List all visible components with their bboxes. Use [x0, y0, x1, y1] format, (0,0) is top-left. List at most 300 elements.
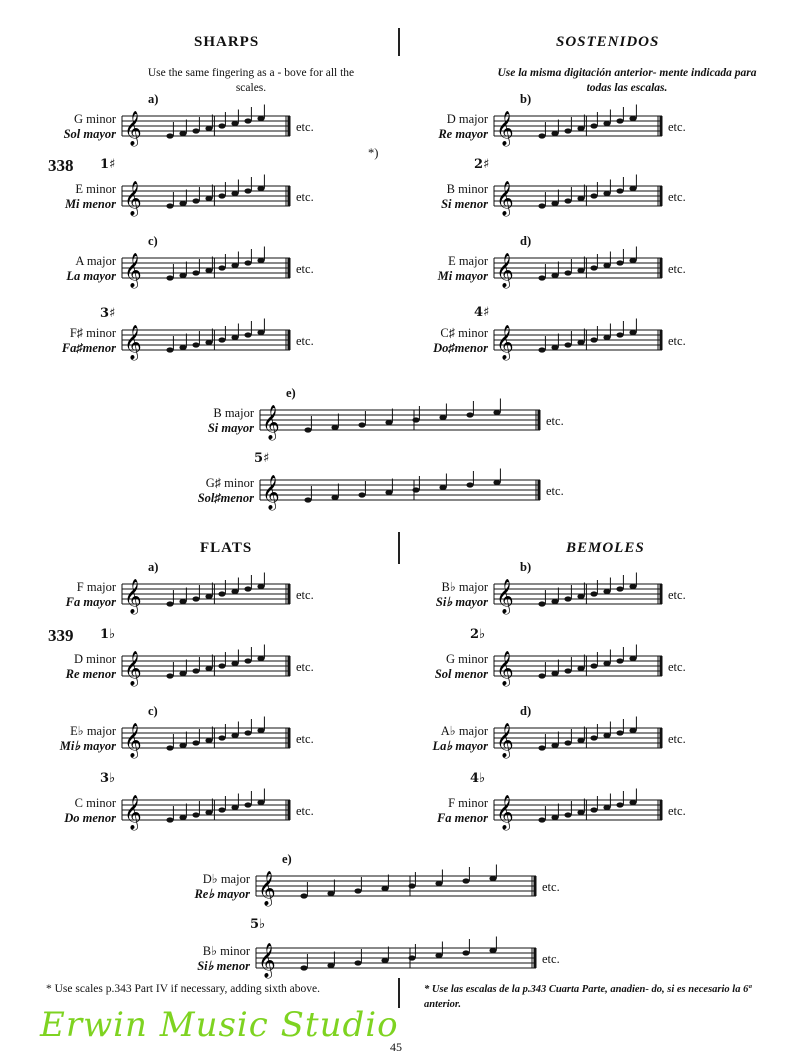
treble-clef-icon: 𝄞	[258, 871, 276, 906]
note-head	[218, 807, 225, 812]
note-head	[629, 728, 636, 733]
note-head	[166, 817, 173, 822]
scale-name-en: G minor	[445, 652, 488, 666]
note-head	[616, 586, 623, 591]
scale-name-en: D♭ major	[202, 872, 250, 886]
note-head	[551, 815, 558, 820]
scale-label-bb-minor	[156, 944, 250, 974]
note-head	[192, 668, 199, 673]
note-head	[304, 497, 311, 502]
note-head	[218, 337, 225, 342]
scale-label-b-major	[160, 406, 254, 436]
note-head	[179, 131, 186, 136]
note-head	[590, 591, 597, 596]
etc-label: etc.	[542, 880, 560, 894]
note-head	[244, 188, 251, 193]
note-head	[205, 666, 212, 671]
staff-d-minor	[122, 648, 290, 688]
staff-c-minor	[122, 792, 290, 832]
note-head	[192, 596, 199, 601]
footnote-en: * Use scales p.343 Part IV if necessary, adding sixth above.	[46, 983, 321, 995]
footnote-es: * Use las escalas de la p.343 Cuarta Parte, anadien- do, si es necesario la 6ª anterior.	[424, 984, 752, 1010]
etc-label: etc.	[296, 262, 314, 276]
note-head	[564, 342, 571, 347]
note-head	[231, 589, 238, 594]
scale-label-f-major	[22, 580, 116, 610]
scale-name-en: C minor	[74, 796, 116, 810]
note-head	[166, 601, 173, 606]
relative-mark: 1♭	[100, 627, 116, 642]
section-letter: d)	[520, 704, 532, 718]
note-head	[244, 730, 251, 735]
staff-fs-minor	[122, 322, 290, 362]
note-head	[179, 201, 186, 206]
note-head	[192, 740, 199, 745]
relative-mark: 3♯	[100, 306, 116, 321]
etc-label: etc.	[668, 334, 686, 348]
scale-label-c-minor	[22, 796, 116, 826]
note-head	[257, 800, 264, 805]
note-head	[616, 188, 623, 193]
etc-label: etc.	[296, 120, 314, 134]
note-head	[257, 656, 264, 661]
note-head	[179, 815, 186, 820]
scale-label-bb-major	[394, 580, 488, 610]
scale-label-fs-minor	[22, 326, 116, 356]
scale-name-en: E minor	[75, 182, 116, 196]
note-head	[408, 883, 415, 888]
relative-mark: 4♯	[474, 305, 490, 320]
note-head	[244, 332, 251, 337]
etc-label: etc.	[546, 414, 564, 428]
relative-mark: 1♯	[100, 157, 116, 172]
note-head	[300, 965, 307, 970]
note-head	[564, 128, 571, 133]
note-head	[590, 193, 597, 198]
note-head	[166, 347, 173, 352]
scale-name-en: E♭ major	[70, 724, 116, 738]
section-letter: b)	[520, 92, 532, 106]
scale-name-es: Si menor	[441, 197, 488, 211]
note-head	[385, 490, 392, 495]
note-head	[629, 186, 636, 191]
staff-db-major	[256, 868, 536, 908]
etc-label: etc.	[296, 732, 314, 746]
note-head	[616, 730, 623, 735]
note-head	[629, 258, 636, 263]
scale-name-es: Si♭ mayor	[435, 595, 488, 609]
note-head	[629, 584, 636, 589]
note-head	[551, 131, 558, 136]
note-head	[590, 807, 597, 812]
scale-name-en: A♭ major	[440, 724, 488, 738]
note-en-top: Use the same fingering as a - bove for all the scales.	[147, 67, 355, 94]
note-head	[381, 886, 388, 891]
etc-label: etc.	[296, 660, 314, 674]
scale-name-es: Mi mayor	[437, 269, 488, 283]
etc-label: etc.	[296, 334, 314, 348]
etc-label: etc.	[668, 262, 686, 276]
scale-label-eb-major	[22, 724, 116, 754]
note-head	[577, 738, 584, 743]
note-head	[590, 337, 597, 342]
note-head	[166, 203, 173, 208]
section-letter: e)	[286, 386, 296, 400]
scale-name-es: Re♭ mayor	[194, 887, 250, 901]
note-head	[577, 196, 584, 201]
note-head	[439, 415, 446, 420]
note-head	[603, 263, 610, 268]
note-head	[538, 817, 545, 822]
scale-name-en: B♭ minor	[202, 944, 250, 958]
treble-clef-icon: 𝄞	[124, 253, 142, 288]
staff-f-minor	[494, 792, 662, 832]
staff-gs-minor	[260, 472, 540, 512]
scale-name-en: D minor	[73, 652, 116, 666]
note-head	[603, 661, 610, 666]
note-head	[564, 812, 571, 817]
staff-cs-minor	[494, 322, 662, 362]
column-divider	[398, 978, 400, 1008]
note-head	[166, 133, 173, 138]
note-head	[385, 420, 392, 425]
footnote-marker: *)	[368, 146, 379, 160]
relative-mark: 2♯	[474, 157, 490, 172]
etc-label: etc.	[296, 804, 314, 818]
note-head	[538, 203, 545, 208]
scale-name-es: Mi♭ mayor	[59, 739, 116, 753]
scale-label-ab-major	[394, 724, 488, 754]
treble-clef-icon: 𝄞	[496, 723, 514, 758]
note-head	[192, 812, 199, 817]
treble-clef-icon: 𝄞	[124, 181, 142, 216]
note-head	[629, 800, 636, 805]
etc-label: etc.	[668, 732, 686, 746]
staff-e-minor	[122, 178, 290, 218]
note-head	[331, 425, 338, 430]
treble-clef-icon: 𝄞	[496, 651, 514, 686]
note-head	[577, 340, 584, 345]
note-head	[300, 893, 307, 898]
note-head	[603, 191, 610, 196]
note-head	[616, 118, 623, 123]
note-head	[231, 263, 238, 268]
note-head	[564, 198, 571, 203]
relative-mark: 3♭	[100, 771, 116, 786]
scale-name-en: B♭ major	[441, 580, 488, 594]
note-head	[179, 345, 186, 350]
note-head	[412, 417, 419, 422]
scale-name-en: F minor	[448, 796, 488, 810]
note-head	[327, 963, 334, 968]
note-head	[538, 673, 545, 678]
note-head	[354, 888, 361, 893]
scale-name-es: Re menor	[65, 667, 116, 681]
note-head	[192, 342, 199, 347]
note-head	[629, 330, 636, 335]
note-head	[462, 950, 469, 955]
scale-name-es: Do menor	[64, 811, 116, 825]
note-head	[439, 485, 446, 490]
note-head	[205, 196, 212, 201]
scale-label-gs-minor	[160, 476, 254, 506]
treble-clef-icon: 𝄞	[496, 111, 514, 146]
note-head	[192, 128, 199, 133]
note-head	[538, 133, 545, 138]
scale-name-es: Re mayor	[438, 127, 488, 141]
note-head	[538, 745, 545, 750]
note-head	[590, 265, 597, 270]
scale-label-e-major	[394, 254, 488, 284]
etc-label: etc.	[668, 660, 686, 674]
note-head	[358, 492, 365, 497]
treble-clef-icon: 𝄞	[124, 795, 142, 830]
note-head	[231, 191, 238, 196]
note-head	[231, 121, 238, 126]
scale-name-es: Si mayor	[207, 421, 254, 435]
header-sostenidos: SOSTENIDOS	[556, 34, 660, 50]
note-head	[192, 270, 199, 275]
treble-clef-icon: 𝄞	[124, 579, 142, 614]
note-head	[577, 126, 584, 131]
column-divider	[398, 28, 400, 56]
scale-label-e-minor	[22, 182, 116, 212]
note-head	[603, 335, 610, 340]
etc-label: etc.	[668, 804, 686, 818]
note-head	[435, 953, 442, 958]
note-head	[577, 594, 584, 599]
treble-clef-icon: 𝄞	[124, 111, 142, 146]
note-head	[590, 735, 597, 740]
section-letter: b)	[520, 560, 532, 574]
note-head	[590, 123, 597, 128]
page-number: 45	[390, 1040, 402, 1054]
note-head	[257, 330, 264, 335]
note-head	[466, 482, 473, 487]
section-letter: a)	[148, 560, 159, 574]
note-head	[205, 594, 212, 599]
note-head	[231, 733, 238, 738]
treble-clef-icon: 𝄞	[496, 253, 514, 288]
staff-g-minor	[122, 108, 290, 148]
note-head	[257, 116, 264, 121]
scale-label-g-minor-2	[394, 652, 488, 682]
relative-mark: 5♭	[250, 917, 266, 932]
note-head	[179, 599, 186, 604]
note-head	[564, 596, 571, 601]
scale-name-en: E major	[448, 254, 488, 268]
staff-f-major	[122, 576, 290, 616]
watermark-logo: Erwin Music Studio	[40, 1005, 399, 1045]
exercise-number-339: 339	[48, 626, 74, 645]
note-head	[489, 948, 496, 953]
scale-name-en: B major	[213, 406, 254, 420]
note-head	[205, 126, 212, 131]
etc-label: etc.	[296, 588, 314, 602]
scale-label-db-major	[156, 872, 250, 902]
note-head	[564, 668, 571, 673]
column-divider	[398, 532, 400, 564]
note-head	[244, 260, 251, 265]
scale-label-d-major	[394, 112, 488, 142]
note-head	[331, 495, 338, 500]
treble-clef-icon: 𝄞	[124, 723, 142, 758]
header-bemoles: BEMOLES	[566, 540, 645, 556]
staff-a-major	[122, 250, 290, 290]
scale-name-es: Sol menor	[434, 667, 488, 681]
note-head	[257, 258, 264, 263]
note-head	[218, 735, 225, 740]
note-head	[244, 118, 251, 123]
note-head	[257, 584, 264, 589]
note-head	[590, 663, 597, 668]
scale-label-a-major	[22, 254, 116, 284]
treble-clef-icon: 𝄞	[124, 651, 142, 686]
note-head	[462, 878, 469, 883]
relative-mark: 2♭	[470, 627, 486, 642]
scale-name-en: F major	[76, 580, 116, 594]
note-head	[218, 265, 225, 270]
scale-name-es: La mayor	[66, 269, 116, 283]
staff-eb-major	[122, 720, 290, 760]
note-head	[231, 335, 238, 340]
note-head	[218, 663, 225, 668]
scale-name-es: Fa♯menor	[61, 341, 116, 355]
etc-label: etc.	[668, 190, 686, 204]
relative-mark: 5♯	[254, 451, 270, 466]
note-head	[616, 260, 623, 265]
note-head	[466, 412, 473, 417]
scale-name-es: Mi menor	[64, 197, 116, 211]
note-head	[493, 410, 500, 415]
etc-label: etc.	[668, 588, 686, 602]
note-head	[231, 661, 238, 666]
staff-ab-major	[494, 720, 662, 760]
note-head	[192, 198, 199, 203]
scale-name-es: Do♯menor	[433, 341, 488, 355]
staff-b-minor	[494, 178, 662, 218]
note-head	[577, 666, 584, 671]
section-letter: c)	[148, 704, 158, 718]
note-head	[257, 728, 264, 733]
scale-name-en: C♯ minor	[440, 326, 488, 340]
note-head	[577, 810, 584, 815]
scale-name-es: Si♭ menor	[197, 959, 250, 973]
etc-label: etc.	[542, 952, 560, 966]
note-head	[551, 599, 558, 604]
note-head	[205, 738, 212, 743]
scale-label-d-minor	[22, 652, 116, 682]
header-flats: FLATS	[200, 540, 253, 556]
treble-clef-icon: 𝄞	[124, 325, 142, 360]
note-head	[244, 586, 251, 591]
section-letter: d)	[520, 234, 532, 248]
note-head	[603, 733, 610, 738]
etc-label: etc.	[546, 484, 564, 498]
note-head	[179, 743, 186, 748]
section-letter: a)	[148, 92, 159, 106]
note-head	[435, 881, 442, 886]
staff-e-major	[494, 250, 662, 290]
scale-label-cs-minor	[394, 326, 488, 356]
note-head	[205, 340, 212, 345]
scale-name-en: B minor	[446, 182, 488, 196]
note-head	[231, 805, 238, 810]
staff-g-minor-2	[494, 648, 662, 688]
note-head	[179, 671, 186, 676]
note-head	[603, 805, 610, 810]
note-head	[538, 601, 545, 606]
note-es-top: Use la misma digitación anterior- mente indicada para todas las escalas.	[497, 67, 757, 94]
treble-clef-icon: 𝄞	[496, 325, 514, 360]
note-head	[564, 740, 571, 745]
note-head	[412, 487, 419, 492]
note-head	[603, 121, 610, 126]
scale-name-es: Sol♯menor	[197, 491, 254, 505]
note-head	[244, 658, 251, 663]
note-head	[244, 802, 251, 807]
note-head	[166, 673, 173, 678]
treble-clef-icon: 𝄞	[496, 181, 514, 216]
note-head	[538, 275, 545, 280]
scale-name-en: G minor	[73, 112, 116, 126]
note-head	[205, 268, 212, 273]
treble-clef-icon: 𝄞	[496, 579, 514, 614]
note-head	[538, 347, 545, 352]
treble-clef-icon: 𝄞	[496, 795, 514, 830]
staff-bb-major	[494, 576, 662, 616]
note-head	[564, 270, 571, 275]
note-head	[577, 268, 584, 273]
note-head	[218, 123, 225, 128]
note-head	[551, 273, 558, 278]
header-sharps: SHARPS	[194, 34, 260, 50]
note-head	[616, 332, 623, 337]
scale-name-en: D major	[446, 112, 488, 126]
section-letter: e)	[282, 852, 292, 866]
note-head	[327, 891, 334, 896]
note-head	[616, 802, 623, 807]
section-letter: c)	[148, 234, 158, 248]
note-head	[616, 658, 623, 663]
note-head	[381, 958, 388, 963]
scale-name-en: F♯ minor	[69, 326, 116, 340]
note-head	[218, 591, 225, 596]
note-head	[603, 589, 610, 594]
treble-clef-icon: 𝄞	[262, 475, 280, 510]
staff-bb-minor	[256, 940, 536, 980]
note-head	[551, 201, 558, 206]
note-head	[629, 116, 636, 121]
note-head	[551, 743, 558, 748]
treble-clef-icon: 𝄞	[262, 405, 280, 440]
etc-label: etc.	[668, 120, 686, 134]
scale-label-g-minor	[22, 112, 116, 142]
note-head	[218, 193, 225, 198]
scale-name-es: Fa menor	[436, 811, 488, 825]
note-head	[304, 427, 311, 432]
note-head	[629, 656, 636, 661]
note-head	[493, 480, 500, 485]
note-head	[205, 810, 212, 815]
note-head	[166, 275, 173, 280]
note-head	[551, 671, 558, 676]
scale-name-es: La♭ mayor	[432, 739, 488, 753]
etc-label: etc.	[296, 190, 314, 204]
note-head	[551, 345, 558, 350]
note-head	[358, 422, 365, 427]
note-head	[179, 273, 186, 278]
